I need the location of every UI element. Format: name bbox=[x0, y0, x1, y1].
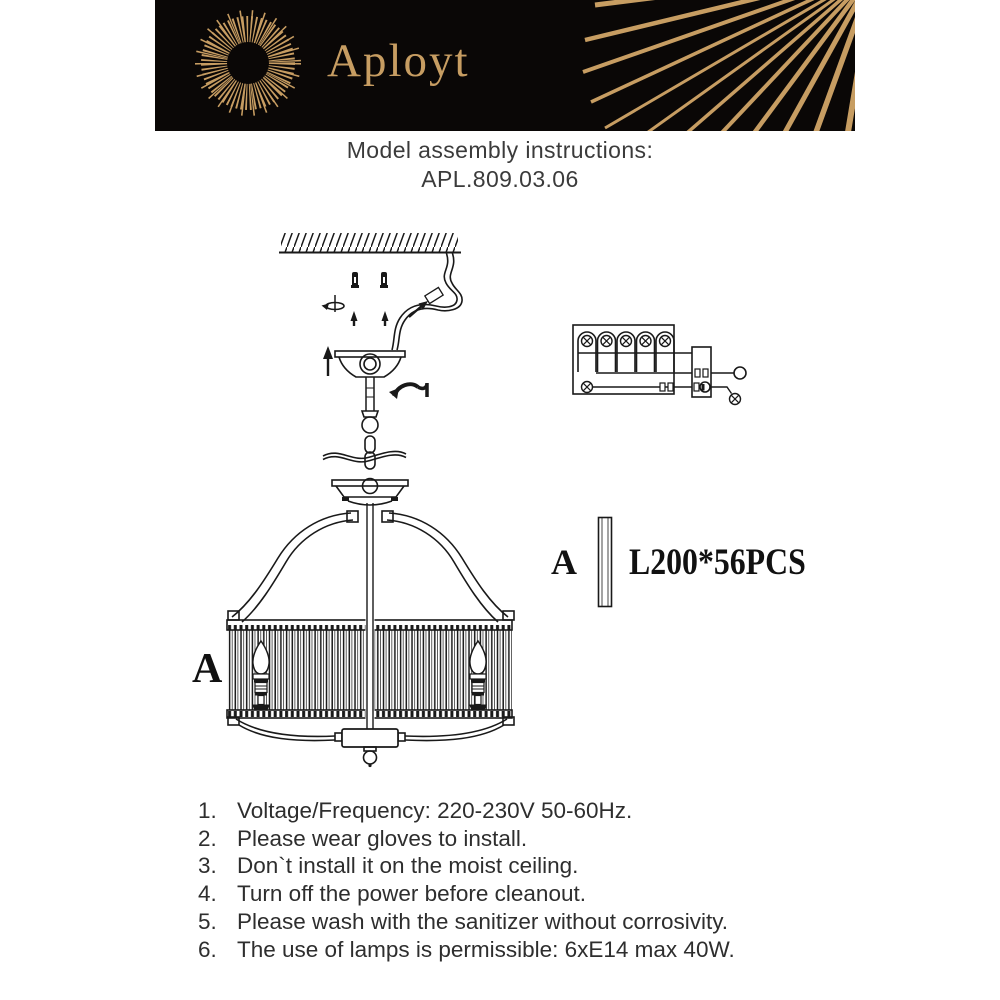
item-text: Don`t install it on the moist ceiling. bbox=[237, 853, 579, 879]
item-number: 5. bbox=[198, 908, 217, 934]
assembly-drawing bbox=[150, 215, 900, 790]
header-banner bbox=[155, 0, 855, 131]
power-wire bbox=[392, 252, 462, 350]
center-body bbox=[335, 729, 405, 747]
list-item bbox=[198, 852, 838, 880]
ray-fan-decoration bbox=[155, 0, 855, 131]
anchor-bolt-icon bbox=[351, 272, 388, 288]
item-text: Voltage/Frequency: 220-230V 50-60Hz. bbox=[237, 798, 633, 823]
legend-part-label: A bbox=[551, 542, 577, 582]
terminal-block bbox=[692, 347, 711, 397]
item-number: 6. bbox=[198, 936, 217, 962]
item-text: Turn off the power before cleanout. bbox=[237, 881, 586, 907]
parts-legend bbox=[551, 514, 835, 610]
top-hub bbox=[332, 480, 408, 522]
center-column bbox=[366, 503, 375, 730]
model-number: APL.809.03.06 bbox=[421, 166, 579, 192]
part-label-a: A bbox=[192, 646, 223, 692]
item-text: Please wear gloves to install. bbox=[237, 825, 528, 851]
bell-arms bbox=[232, 513, 508, 622]
list-item bbox=[198, 880, 838, 908]
brand-wordmark: Aployt bbox=[327, 35, 470, 87]
wiring-diagram bbox=[573, 325, 746, 405]
item-number: 3. bbox=[198, 853, 217, 879]
item-text: Please wash with the sanitizer without corrosivity. bbox=[237, 908, 729, 934]
list-item bbox=[198, 936, 838, 964]
item-text: The use of lamps is permissible: 6xE14 max 40W. bbox=[237, 936, 735, 962]
screw-icon bbox=[351, 311, 389, 326]
ceiling-hatch bbox=[279, 233, 461, 253]
item-number: 2. bbox=[198, 825, 217, 851]
ceiling-canopy bbox=[335, 351, 405, 377]
title-block bbox=[0, 136, 1000, 194]
finial bbox=[364, 747, 377, 767]
legend-spec: L200*56PCS bbox=[629, 541, 806, 583]
item-number: 4. bbox=[198, 881, 217, 907]
hanging-rod bbox=[362, 377, 378, 417]
list-item bbox=[198, 797, 838, 825]
rotate-arrow-icon bbox=[322, 295, 345, 312]
list-item bbox=[198, 908, 838, 936]
lamp-symbols bbox=[582, 336, 671, 393]
hook-arrow-icon bbox=[389, 383, 427, 399]
list-item bbox=[198, 825, 838, 853]
up-arrow-icon bbox=[323, 346, 333, 376]
instructions-list bbox=[198, 797, 838, 963]
junction-circle bbox=[734, 367, 746, 379]
chain-links bbox=[365, 436, 375, 469]
glass-rod-icon bbox=[597, 516, 613, 608]
item-number: 1. bbox=[198, 798, 217, 823]
page-title: Model assembly instructions: bbox=[346, 137, 654, 163]
